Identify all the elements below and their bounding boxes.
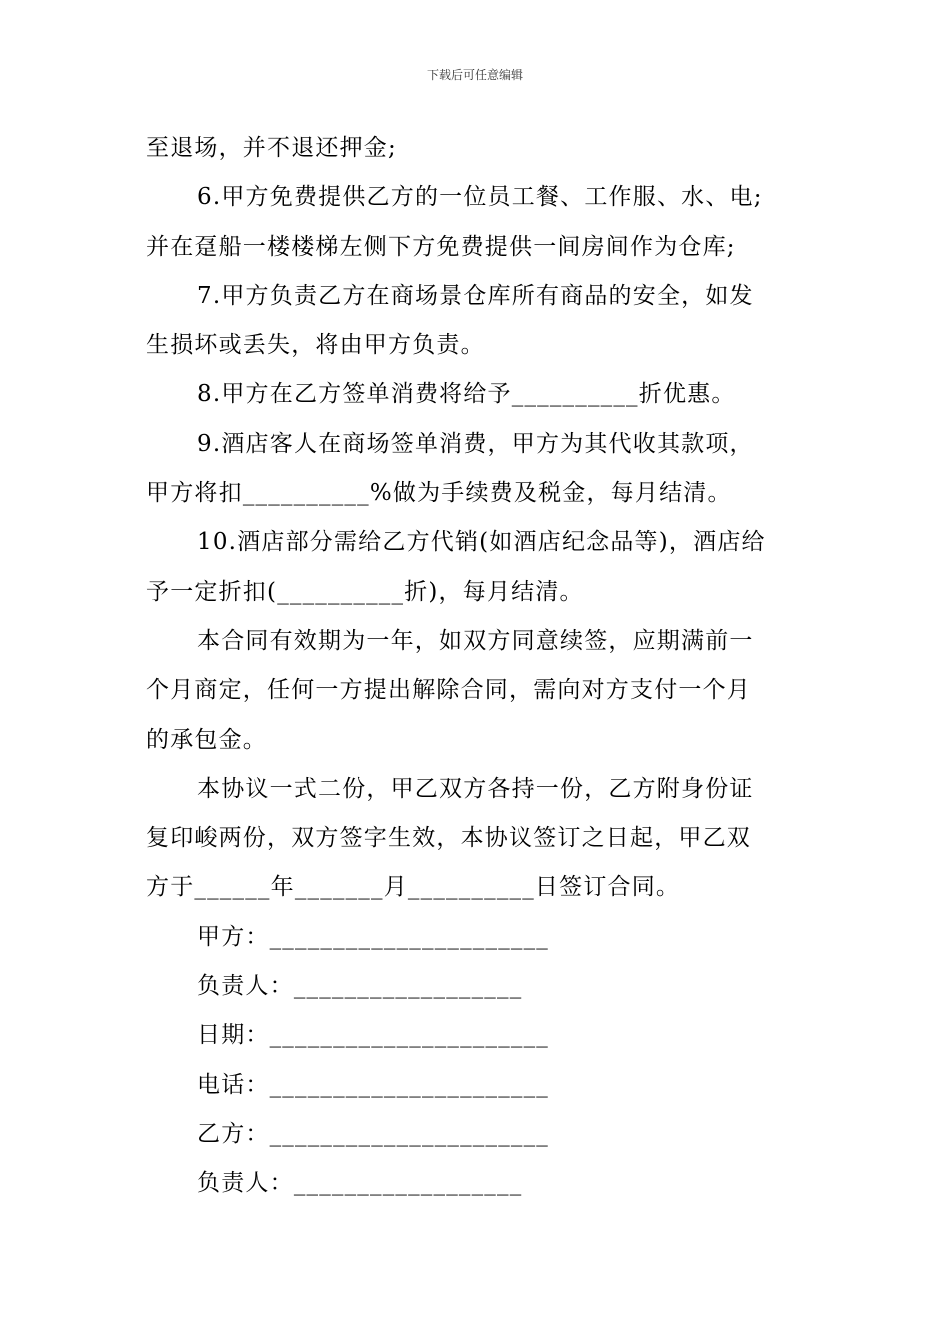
text-line [146, 370, 811, 419]
fill-blank-fee-percent: __________ [242, 480, 370, 507]
signature-line: __________________ [293, 973, 523, 1000]
signature-label: 乙方： [197, 1120, 270, 1147]
text-segment: 年 [270, 874, 295, 901]
text-segment: %做为手续费及税金，每月结清。 [369, 480, 732, 507]
signature-label: 甲方： [197, 923, 270, 950]
text-line: 生损坏或丢失，将由甲方负责。 [146, 332, 485, 359]
text-line: 6.甲方免费提供乙方的一位员工餐、工作服、水、电; [197, 184, 763, 211]
text-segment: 甲方将扣 [146, 480, 243, 507]
text-segment: 予一定折扣( [146, 578, 278, 605]
text-line [146, 863, 811, 912]
text-segment: 月 [383, 874, 408, 901]
fill-blank-month: _______ [294, 874, 384, 901]
signature-phone [146, 1061, 811, 1110]
signature-line: __________________ [293, 1170, 523, 1197]
text-line: 7.甲方负责乙方在商场景仓库所有商品的安全，如发 [197, 282, 754, 309]
fill-blank-year: ______ [194, 874, 271, 901]
text-segment: 折)，每月结清。 [404, 578, 584, 605]
document-body [146, 124, 811, 1209]
signature-line: ______________________ [269, 1022, 550, 1049]
text-segment: 日签订合同。 [534, 874, 681, 901]
text-line: 10.酒店部分需给乙方代销(如酒店纪念品等)，酒店给 [197, 529, 766, 556]
signature-label: 负责人： [197, 973, 294, 1000]
signature-date [146, 1011, 811, 1060]
text-line: 复印峻两份，双方签字生效，本协议签订之日起，甲乙双 [146, 825, 751, 852]
signature-responsible-b [146, 1159, 811, 1208]
text-line: 个月商定，任何一方提出解除合同，需向对方支付一个月 [146, 677, 751, 704]
signature-responsible-a [146, 962, 811, 1011]
page-header: 下载后可任意编辑 [426, 68, 523, 82]
signature-line: ______________________ [269, 1120, 550, 1147]
text-segment: 方于 [146, 874, 195, 901]
text-segment: 8.甲方在乙方签单消费将给予 [197, 381, 512, 408]
paragraph-7 [146, 272, 811, 371]
fill-blank-day: __________ [407, 874, 535, 901]
text-line [146, 469, 811, 518]
text-line: 至退场，并不退还押金; [146, 135, 397, 161]
paragraph-5-end [146, 124, 811, 173]
paragraph-10 [146, 518, 811, 617]
signature-party-a [146, 913, 811, 962]
signature-line: ______________________ [269, 1071, 550, 1098]
fill-blank-discount: __________ [511, 381, 639, 408]
text-line: 9.酒店客人在商场签单消费，甲方为其代收其款项， [197, 430, 754, 457]
text-line: 并在趸船一楼楼梯左侧下方免费提供一间房间作为仓库; [146, 233, 736, 260]
text-line: 本协议一式二份，甲乙双方各持一份，乙方附身份证 [197, 775, 754, 802]
paragraph-term [146, 617, 811, 765]
paragraph-copies [146, 765, 811, 913]
text-line: 的承包金。 [146, 726, 267, 753]
paragraph-8 [146, 370, 811, 419]
signature-label: 日期： [197, 1022, 270, 1049]
signature-party-b [146, 1110, 811, 1159]
signature-line: ______________________ [269, 923, 550, 950]
signature-block [146, 913, 811, 1209]
signature-label: 电话： [197, 1071, 270, 1098]
text-segment: 折优惠。 [638, 381, 736, 408]
paragraph-6 [146, 173, 811, 272]
text-line: 本合同有效期为一年，如双方同意续签，应期满前一 [197, 627, 754, 654]
signature-label: 负责人： [197, 1170, 294, 1197]
text-line [146, 568, 811, 617]
fill-blank-consign-discount: __________ [277, 578, 405, 605]
paragraph-9 [146, 420, 811, 519]
